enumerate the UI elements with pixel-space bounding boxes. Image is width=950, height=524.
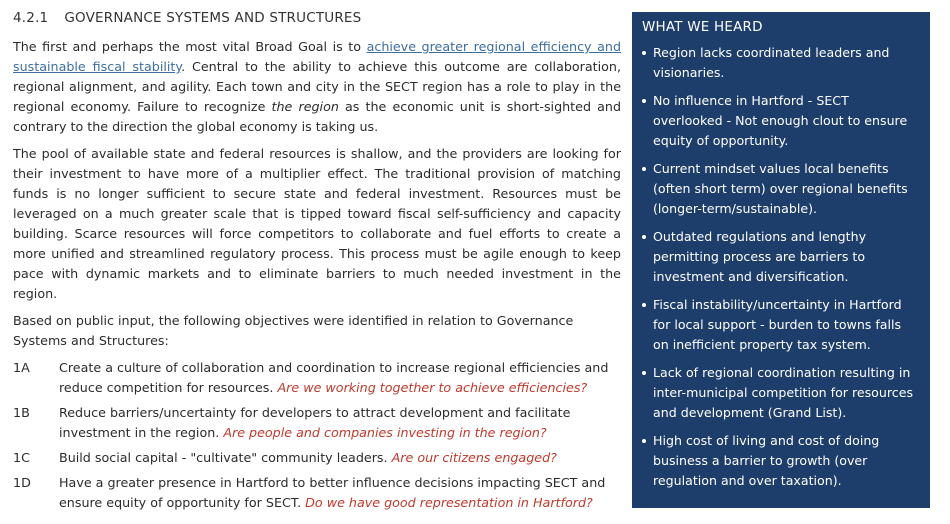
main-content <box>13 8 621 513</box>
section-heading <box>13 8 621 28</box>
objective-description: Reduce barriers/uncertainty for developers to attract development and facilitate investment in the region. <box>59 405 571 440</box>
sidebar-item: Region lacks coordinated leaders and visionaries. <box>642 43 918 83</box>
objective-text <box>59 358 621 398</box>
objective-text <box>59 473 621 513</box>
resources-paragraph: The pool of available state and federal resources is shallow, and the providers are looking for their investment to have more of a multiplier effect. The traditional provision of matching funds is no longer sufficient to secure state and federal investment. Resources must be leveraged on a much greater scale that is tipped toward fiscal self-sufficiency and capacity building. Scarce resources will force competitors to collaborate and fuel efforts to create a more unified and streamlined regulatory process. This process must be agile enough to keep pace with dynamic markets and to eliminate barriers to much needed investment in the region. <box>13 146 621 301</box>
para1-text-end: as the economic unit is short-sighted and contrary to the direction the global economy is taking us. <box>13 99 621 134</box>
broad-goal-link[interactable]: achieve greater regional efficiency and sustainable fiscal stability <box>13 39 621 74</box>
sidebar-list <box>642 43 918 491</box>
objective-description: Have a greater presence in Hartford to better influence decisions impacting SECT and ensure equity of opportunity for SECT. <box>59 475 606 510</box>
objective-question: Are people and companies investing in the region? <box>223 425 547 440</box>
objective-1b <box>13 403 621 443</box>
objective-question: Do we have good representation in Hartford? <box>305 495 593 510</box>
objective-1a <box>13 358 621 398</box>
objective-code: 1B <box>13 405 30 420</box>
section-number: 4.2.1 <box>13 10 49 26</box>
objectives-list <box>13 358 621 513</box>
objective-question: Are we working together to achieve efficiencies? <box>277 380 588 395</box>
intro-paragraph <box>13 37 621 137</box>
objective-1d <box>13 473 621 513</box>
objective-1c <box>13 448 621 468</box>
para1-text-start: The first and perhaps the most vital Broad Goal is to <box>13 39 367 54</box>
sidebar-item: Outdated regulations and lengthy permitting process are barriers to investment and diversification. <box>642 227 918 287</box>
objective-text <box>59 448 621 468</box>
objective-description: Build social capital - "cultivate" community leaders. <box>59 450 392 465</box>
what-we-heard-sidebar <box>632 12 930 508</box>
para1-emphasis: the region <box>271 99 339 114</box>
section-title: GOVERNANCE SYSTEMS AND STRUCTURES <box>64 10 362 26</box>
sidebar-item: High cost of living and cost of doing business a barrier to growth (over regulation and over taxation). <box>642 431 918 491</box>
objective-description: Create a culture of collaboration and coordination to increase regional efficiencies and reduce competition for resources. <box>59 360 609 395</box>
sidebar-item: Fiscal instability/uncertainty in Hartford for local support - burden to towns falls on inefficient property tax system. <box>642 295 918 355</box>
objective-question: Are our citizens engaged? <box>391 450 557 465</box>
sidebar-item: No influence in Hartford - SECT overlooked - Not enough clout to ensure equity of opportunity. <box>642 91 918 151</box>
objective-code: 1C <box>13 450 30 465</box>
objective-code: 1A <box>13 360 30 375</box>
sidebar-item: Current mindset values local benefits (often short term) over regional benefits (longer-term/sustainable). <box>642 159 918 219</box>
objectives-intro: Based on public input, the following objectives were identified in relation to Governance Systems and Structures: <box>13 313 574 348</box>
para1-text-middle: . Central to the ability to achieve this outcome are collaboration, regional alignment, and agility. Each town and city in the SECT region has a role to play in the regional economy. Failure to recognize <box>13 59 621 114</box>
sidebar-item: Lack of regional coordination resulting in inter-municipal competition for resources and development (Grand List). <box>642 363 918 423</box>
objective-text <box>59 403 621 443</box>
objective-code: 1D <box>13 475 31 490</box>
sidebar-title: WHAT WE HEARD <box>642 19 763 35</box>
